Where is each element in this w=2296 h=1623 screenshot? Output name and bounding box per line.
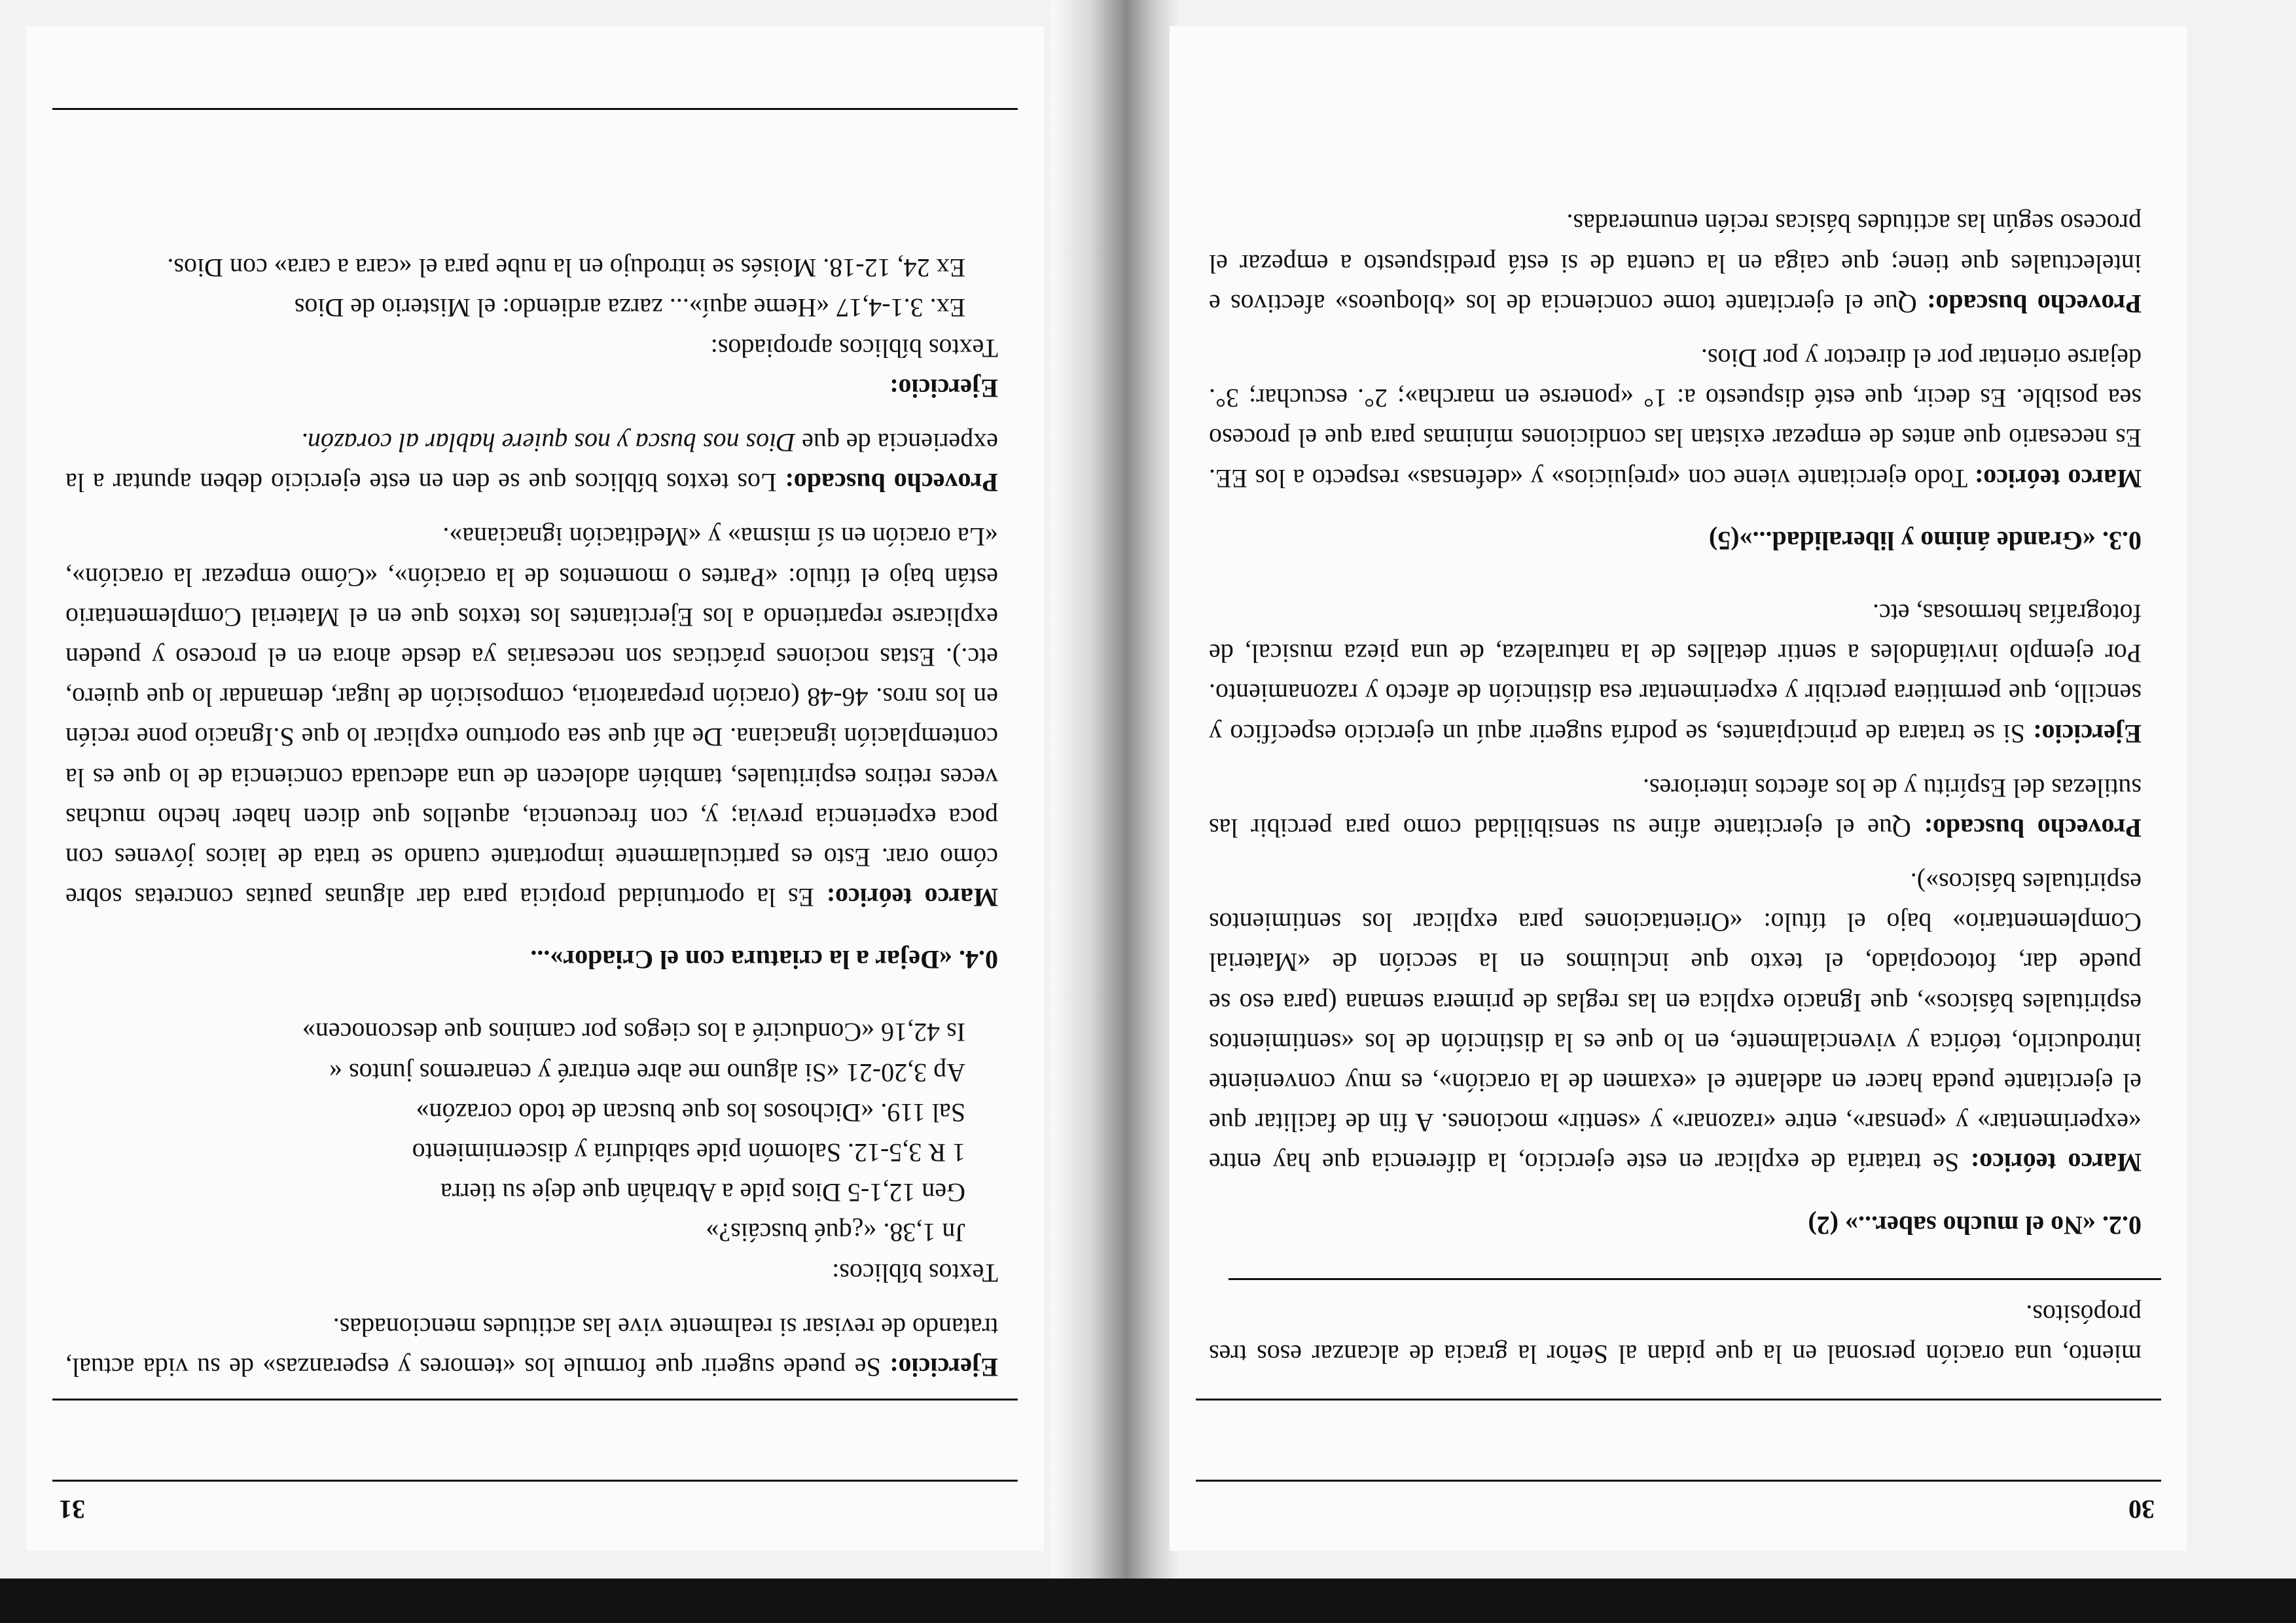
- provecho-paragraph: [1209, 768, 2142, 848]
- provecho-paragraph: [1209, 204, 2142, 324]
- list-item: Sal 119. «Dichosos los que buscan de todo corazón»: [416, 1097, 965, 1128]
- page-number: 30: [2128, 1495, 2155, 1524]
- provecho-text: Que el ejercitante tome conciencia de los «bloqueos» afectivos e intelectuales que tiene; que caiga en la cuenta de si está predispuesto a empezar el proceso según las actitudes básicas recién enumeradas.: [1209, 209, 2142, 319]
- section-heading-0-4: 0.4. «Dejar a la criatura con el Criador»...: [530, 945, 998, 975]
- ejercicio-block: [65, 248, 998, 408]
- ejercicio-paragraph: [65, 1308, 998, 1387]
- header-rule: [52, 1480, 1018, 1482]
- ejercicio-paragraph: [1209, 594, 2142, 754]
- marco-teorico-paragraph: [1209, 338, 2142, 499]
- scanner-bed-edge: [0, 1578, 2296, 1623]
- section-heading-0-3: 0.3. «Grande ánimo y liberalidad...»(5): [1708, 526, 2142, 556]
- marco-teorico-label: Marco teórico:: [826, 883, 998, 913]
- page-number: 31: [59, 1495, 85, 1524]
- list-item: Ex 24, 12-18. Moisés se introdujo en la nube para el «cara a cara» con Dios.: [167, 253, 965, 283]
- carryover-paragraph: miento, una oración personal en la que pidan al Señor la gracia de alcanzar esos tres propósitos.: [1209, 1299, 2142, 1369]
- provecho-label: Provecho buscado:: [785, 468, 998, 498]
- marco-teorico-text: Se trataría de explicar en este ejercicio, la diferencia que hay entre «experimentar» y «pensar», entre «razonar» y «sentir» mociones. A fin de facilitar que el ejercitante pueda hacer en adelante el «examen de la oración», es muy conveniente introducirlo, teórica y vivencialmente, en lo que es la distinción de los «sentimientos espirituales básicos», que Ignacio explica en las reglas de primera semana (para eso se puede dar, fotocopiado, el texto que incluimos en la sección de «Material Complementario» bajo el título: «Orientaciones para explicar los sentimientos espirituales básicos»).: [1209, 868, 2142, 1178]
- ejercicio-label: Ejercicio:: [2033, 719, 2142, 749]
- list-item: 1 R 3,5-12. Salomón pide sabiduría y discernimiento: [412, 1138, 965, 1168]
- header-rule: [1196, 1480, 2161, 1482]
- marco-teorico-paragraph: [1209, 863, 2142, 1183]
- ejercicio-label: Ejercicio:: [889, 373, 998, 403]
- list-item: Is 42,16 «Conduciré a los ciegos por caminos que desconocen»: [302, 1018, 965, 1048]
- section-divider: [1229, 1278, 2161, 1280]
- book-gutter-shadow: [1050, 0, 1181, 1578]
- list-item: Jn 1,38. «¿qué buscáis?»: [706, 1218, 965, 1248]
- marco-teorico-label: Marco teórico:: [1970, 1148, 2142, 1178]
- page-30: [1170, 26, 2187, 1551]
- biblical-texts-label: Textos bíblicos:: [832, 1258, 998, 1288]
- section-heading-0-2: 0.2. «No el mucho saber...» (2): [1808, 1210, 2142, 1240]
- marco-teorico-text: Todo ejercitante viene con «prejuicios» y «defensas» respecto a los EE. Es necesario que antes de empezar existan las condiciones mínimas para que el proceso sea posible. Es decir, que esté dispuesto a: 1° «ponerse en marcha»; 2°. escuchar; 3°. dejarse orientar por el director y por Dios.: [1209, 344, 2142, 493]
- header-rule-lower: [52, 1399, 1018, 1400]
- provecho-text: Que el ejercitante afine su sensibilidad como para percibir las sutilezas del Espíritu y de los afectos interiores.: [1208, 773, 2142, 843]
- marco-teorico-label: Marco teórico:: [1974, 463, 2142, 493]
- provecho-paragraph: [65, 423, 998, 503]
- marco-teorico-paragraph: [65, 517, 998, 918]
- footer-rule: [52, 108, 1018, 110]
- ejercicio-text: Se puede sugerir que formule los «temores y esperanzas» de su vida actual, tratando de revisar si realmente vive las actitudes mencionadas.: [65, 1312, 998, 1382]
- list-item: Ex. 3.1-4,17 «Heme aquí»... zarza ardiendo: el Misterio de Dios: [294, 293, 965, 323]
- provecho-label: Provecho buscado:: [1927, 289, 2142, 319]
- provecho-emphasis: Dios nos busca y nos quiere hablar al corazón.: [301, 428, 796, 458]
- provecho-label: Provecho buscado:: [1924, 813, 2142, 843]
- provecho-text: Los textos bíblicos que se den en este ejercicio deben apuntar a la experiencia de que: [65, 428, 998, 498]
- biblical-texts-list: [65, 1012, 998, 1293]
- page-31-content: [26, 26, 1044, 1551]
- page-31: [26, 26, 1044, 1551]
- header-rule-lower: [1196, 1399, 2161, 1400]
- page-31-body: [65, 234, 998, 1387]
- marco-teorico-text: Es la oportunidad propicia para dar algunas pautas concretas sobre cómo orar. Esto es particularmente importante cuando se trata de laicos jóvenes con poca experiencia previa; y, con frecuencia, aquellos que dicen haber hecho muchas veces retiros espirituales, también adolecen de una adecuada conciencia de lo que es la contemplación ignaciana. De ahí que sea oportuno explicar lo que S.Ignacio pone recién en los nros. 46-48 (oración preparatoria, composición de lugar, demandar lo que quiero, etc.). Estas nociones prácticas son necesarias ya desde ahora en el proceso y pueden explicarse repartiendo a los Ejercitantes los textos que en el Material Complementario están bajo el título: «Partes o momentos de la oración», «Cómo empezar la oración», «La oración en sí misma» y «Meditación ignaciana».: [65, 522, 998, 913]
- ejercicio-label: Ejercicio:: [889, 1353, 998, 1382]
- ejercicio-text: Textos bíblicos apropiados:: [710, 333, 998, 363]
- page-30-body: [1209, 189, 2142, 1374]
- ejercicio-text: Si se tratara de principiantes, se podría sugerir aquí un ejercicio específico y sencillo, que permitiera percibir y experimentar esa distinción de afecto y razonamiento. Por ejemplo invitándoles a sentir detalles de la naturaleza, de una pieza musical, de fotografías hermosas, etc.: [1209, 599, 2142, 749]
- list-item: Gen 12,1-5 Dios pide a Abrahán que deje su tierra: [440, 1178, 965, 1208]
- page-30-content: [1170, 26, 2187, 1551]
- list-item: Ap 3,20-21 «Si alguno me abre entraré y cenaremos juntos «: [329, 1058, 965, 1088]
